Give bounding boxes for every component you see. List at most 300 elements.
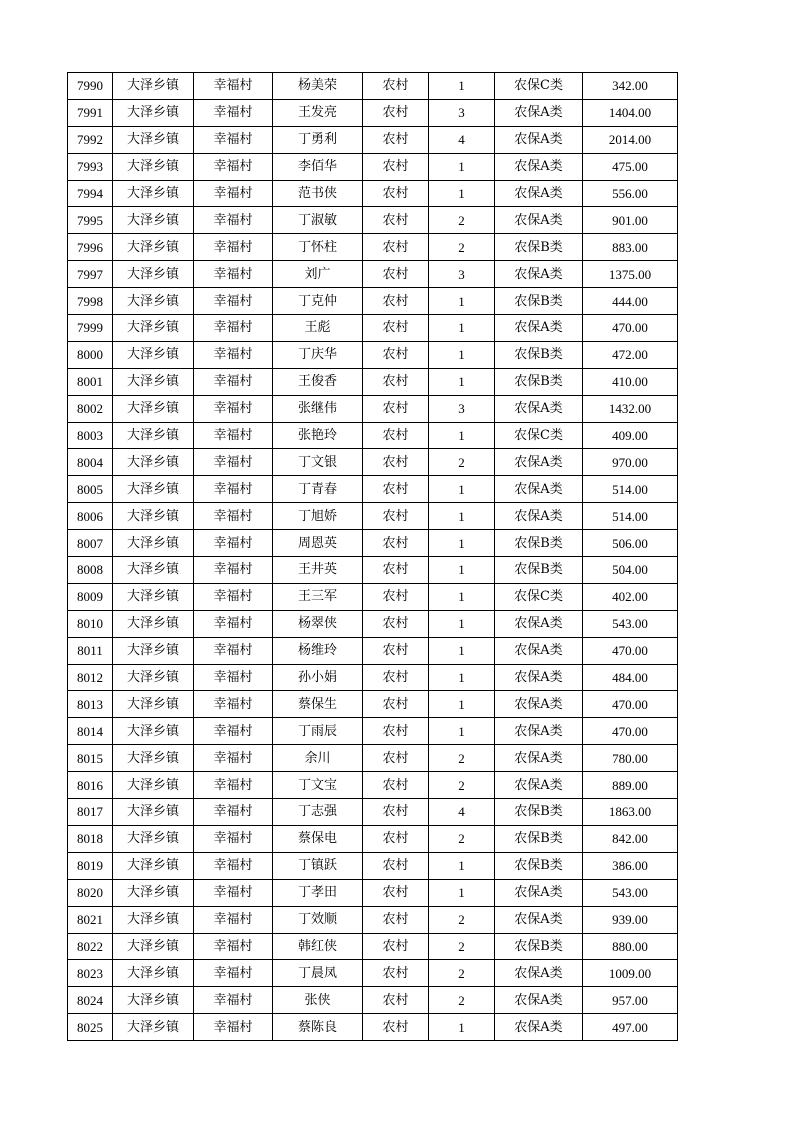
table-row [68, 583, 678, 610]
table-row [68, 1014, 678, 1041]
table-row [68, 933, 678, 960]
name-cell: 丁勇利 [273, 126, 363, 153]
village-cell: 幸福村 [194, 772, 273, 799]
area-type-cell: 农村 [363, 315, 429, 342]
village-cell: 幸福村 [194, 987, 273, 1014]
amount-cell: 556.00 [583, 180, 678, 207]
household-count-cell: 1 [429, 476, 495, 503]
township-cell: 大泽乡镇 [113, 852, 194, 879]
household-count-cell: 1 [429, 610, 495, 637]
table-row [68, 315, 678, 342]
household-count-cell: 2 [429, 207, 495, 234]
insurance-category-cell: 农保C类 [495, 73, 583, 100]
household-count-cell: 2 [429, 987, 495, 1014]
insurance-category-cell: 农保B类 [495, 234, 583, 261]
township-cell: 大泽乡镇 [113, 664, 194, 691]
insurance-category-cell: 农保A类 [495, 207, 583, 234]
area-type-cell: 农村 [363, 772, 429, 799]
amount-cell: 842.00 [583, 825, 678, 852]
amount-cell: 970.00 [583, 449, 678, 476]
township-cell: 大泽乡镇 [113, 315, 194, 342]
amount-cell: 470.00 [583, 718, 678, 745]
insurance-category-cell: 农保A类 [495, 610, 583, 637]
township-cell: 大泽乡镇 [113, 825, 194, 852]
table-row [68, 207, 678, 234]
township-cell: 大泽乡镇 [113, 261, 194, 288]
area-type-cell: 农村 [363, 718, 429, 745]
row-number-cell: 8014 [68, 718, 113, 745]
insurance-category-cell: 农保A类 [495, 1014, 583, 1041]
insurance-category-cell: 农保A类 [495, 718, 583, 745]
name-cell: 王三军 [273, 583, 363, 610]
township-cell: 大泽乡镇 [113, 530, 194, 557]
area-type-cell: 农村 [363, 691, 429, 718]
village-cell: 幸福村 [194, 234, 273, 261]
township-cell: 大泽乡镇 [113, 583, 194, 610]
amount-cell: 342.00 [583, 73, 678, 100]
amount-cell: 2014.00 [583, 126, 678, 153]
township-cell: 大泽乡镇 [113, 718, 194, 745]
table-row [68, 395, 678, 422]
insurance-category-cell: 农保A类 [495, 772, 583, 799]
amount-cell: 901.00 [583, 207, 678, 234]
insurance-category-cell: 农保B类 [495, 852, 583, 879]
name-cell: 王俊香 [273, 368, 363, 395]
name-cell: 杨翠侠 [273, 610, 363, 637]
amount-cell: 889.00 [583, 772, 678, 799]
township-cell: 大泽乡镇 [113, 126, 194, 153]
table-row [68, 288, 678, 315]
amount-cell: 410.00 [583, 368, 678, 395]
township-cell: 大泽乡镇 [113, 879, 194, 906]
row-number-cell: 8012 [68, 664, 113, 691]
row-number-cell: 8003 [68, 422, 113, 449]
insurance-category-cell: 农保C类 [495, 583, 583, 610]
village-cell: 幸福村 [194, 906, 273, 933]
insurance-category-cell: 农保A类 [495, 987, 583, 1014]
name-cell: 丁晨凤 [273, 960, 363, 987]
insurance-category-cell: 农保B类 [495, 933, 583, 960]
township-cell: 大泽乡镇 [113, 449, 194, 476]
household-count-cell: 1 [429, 530, 495, 557]
village-cell: 幸福村 [194, 583, 273, 610]
area-type-cell: 农村 [363, 422, 429, 449]
household-count-cell: 1 [429, 315, 495, 342]
name-cell: 丁怀柱 [273, 234, 363, 261]
village-cell: 幸福村 [194, 879, 273, 906]
village-cell: 幸福村 [194, 745, 273, 772]
row-number-cell: 8019 [68, 852, 113, 879]
village-cell: 幸福村 [194, 852, 273, 879]
amount-cell: 514.00 [583, 503, 678, 530]
table-row [68, 879, 678, 906]
household-count-cell: 1 [429, 852, 495, 879]
area-type-cell: 农村 [363, 207, 429, 234]
household-count-cell: 1 [429, 691, 495, 718]
village-cell: 幸福村 [194, 825, 273, 852]
township-cell: 大泽乡镇 [113, 933, 194, 960]
table-row [68, 180, 678, 207]
insurance-category-cell: 农保A类 [495, 395, 583, 422]
insurance-category-cell: 农保A类 [495, 637, 583, 664]
insurance-category-cell: 农保A类 [495, 126, 583, 153]
amount-cell: 1009.00 [583, 960, 678, 987]
row-number-cell: 8009 [68, 583, 113, 610]
household-count-cell: 2 [429, 449, 495, 476]
name-cell: 孙小娟 [273, 664, 363, 691]
insurance-category-cell: 农保A类 [495, 691, 583, 718]
amount-cell: 1404.00 [583, 99, 678, 126]
insurance-category-cell: 农保A类 [495, 476, 583, 503]
row-number-cell: 8013 [68, 691, 113, 718]
amount-cell: 1432.00 [583, 395, 678, 422]
household-count-cell: 1 [429, 664, 495, 691]
township-cell: 大泽乡镇 [113, 503, 194, 530]
amount-cell: 880.00 [583, 933, 678, 960]
row-number-cell: 7990 [68, 73, 113, 100]
insurance-category-cell: 农保A类 [495, 315, 583, 342]
area-type-cell: 农村 [363, 879, 429, 906]
amount-cell: 409.00 [583, 422, 678, 449]
area-type-cell: 农村 [363, 180, 429, 207]
row-number-cell: 8015 [68, 745, 113, 772]
household-count-cell: 1 [429, 718, 495, 745]
name-cell: 丁克仲 [273, 288, 363, 315]
row-number-cell: 8005 [68, 476, 113, 503]
area-type-cell: 农村 [363, 234, 429, 261]
name-cell: 余川 [273, 745, 363, 772]
row-number-cell: 7995 [68, 207, 113, 234]
table-row [68, 476, 678, 503]
area-type-cell: 农村 [363, 449, 429, 476]
village-cell: 幸福村 [194, 422, 273, 449]
area-type-cell: 农村 [363, 745, 429, 772]
area-type-cell: 农村 [363, 557, 429, 584]
row-number-cell: 8017 [68, 799, 113, 826]
row-number-cell: 8016 [68, 772, 113, 799]
area-type-cell: 农村 [363, 583, 429, 610]
name-cell: 张艳玲 [273, 422, 363, 449]
village-cell: 幸福村 [194, 476, 273, 503]
row-number-cell: 7994 [68, 180, 113, 207]
village-cell: 幸福村 [194, 503, 273, 530]
area-type-cell: 农村 [363, 530, 429, 557]
name-cell: 张继伟 [273, 395, 363, 422]
area-type-cell: 农村 [363, 126, 429, 153]
village-cell: 幸福村 [194, 180, 273, 207]
township-cell: 大泽乡镇 [113, 960, 194, 987]
amount-cell: 543.00 [583, 879, 678, 906]
village-cell: 幸福村 [194, 207, 273, 234]
row-number-cell: 7991 [68, 99, 113, 126]
name-cell: 蔡陈良 [273, 1014, 363, 1041]
name-cell: 范书侠 [273, 180, 363, 207]
area-type-cell: 农村 [363, 933, 429, 960]
row-number-cell: 7998 [68, 288, 113, 315]
township-cell: 大泽乡镇 [113, 772, 194, 799]
name-cell: 丁志强 [273, 799, 363, 826]
area-type-cell: 农村 [363, 825, 429, 852]
name-cell: 杨维玲 [273, 637, 363, 664]
village-cell: 幸福村 [194, 341, 273, 368]
insurance-category-cell: 农保B类 [495, 341, 583, 368]
village-cell: 幸福村 [194, 691, 273, 718]
table-body [68, 73, 678, 1041]
area-type-cell: 农村 [363, 503, 429, 530]
row-number-cell: 8018 [68, 825, 113, 852]
row-number-cell: 8024 [68, 987, 113, 1014]
household-count-cell: 2 [429, 906, 495, 933]
amount-cell: 883.00 [583, 234, 678, 261]
amount-cell: 543.00 [583, 610, 678, 637]
table-row [68, 126, 678, 153]
name-cell: 丁孝田 [273, 879, 363, 906]
table-row [68, 234, 678, 261]
table-row [68, 637, 678, 664]
area-type-cell: 农村 [363, 341, 429, 368]
amount-cell: 470.00 [583, 691, 678, 718]
household-count-cell: 1 [429, 503, 495, 530]
table-row [68, 341, 678, 368]
household-count-cell: 1 [429, 1014, 495, 1041]
name-cell: 王彪 [273, 315, 363, 342]
insurance-category-cell: 农保A类 [495, 449, 583, 476]
name-cell: 丁效顺 [273, 906, 363, 933]
table-row [68, 799, 678, 826]
name-cell: 李佰华 [273, 153, 363, 180]
table-row [68, 261, 678, 288]
household-count-cell: 1 [429, 422, 495, 449]
table-row [68, 745, 678, 772]
township-cell: 大泽乡镇 [113, 637, 194, 664]
name-cell: 杨美荣 [273, 73, 363, 100]
insurance-category-cell: 农保B类 [495, 288, 583, 315]
village-cell: 幸福村 [194, 261, 273, 288]
name-cell: 蔡保电 [273, 825, 363, 852]
township-cell: 大泽乡镇 [113, 422, 194, 449]
insurance-category-cell: 农保A类 [495, 153, 583, 180]
township-cell: 大泽乡镇 [113, 1014, 194, 1041]
name-cell: 丁淑敏 [273, 207, 363, 234]
household-count-cell: 4 [429, 799, 495, 826]
household-count-cell: 1 [429, 73, 495, 100]
table-row [68, 153, 678, 180]
area-type-cell: 农村 [363, 987, 429, 1014]
household-count-cell: 3 [429, 395, 495, 422]
amount-cell: 386.00 [583, 852, 678, 879]
amount-cell: 506.00 [583, 530, 678, 557]
name-cell: 蔡保生 [273, 691, 363, 718]
insurance-category-cell: 农保A类 [495, 503, 583, 530]
row-number-cell: 8006 [68, 503, 113, 530]
area-type-cell: 农村 [363, 153, 429, 180]
row-number-cell: 8001 [68, 368, 113, 395]
village-cell: 幸福村 [194, 126, 273, 153]
area-type-cell: 农村 [363, 637, 429, 664]
row-number-cell: 8002 [68, 395, 113, 422]
amount-cell: 939.00 [583, 906, 678, 933]
area-type-cell: 农村 [363, 906, 429, 933]
row-number-cell: 8022 [68, 933, 113, 960]
township-cell: 大泽乡镇 [113, 691, 194, 718]
table-row [68, 610, 678, 637]
village-cell: 幸福村 [194, 315, 273, 342]
household-count-cell: 2 [429, 960, 495, 987]
amount-cell: 470.00 [583, 315, 678, 342]
township-cell: 大泽乡镇 [113, 73, 194, 100]
row-number-cell: 8004 [68, 449, 113, 476]
household-count-cell: 2 [429, 234, 495, 261]
row-number-cell: 7999 [68, 315, 113, 342]
village-cell: 幸福村 [194, 960, 273, 987]
village-cell: 幸福村 [194, 73, 273, 100]
row-number-cell: 8011 [68, 637, 113, 664]
row-number-cell: 8000 [68, 341, 113, 368]
village-cell: 幸福村 [194, 718, 273, 745]
village-cell: 幸福村 [194, 664, 273, 691]
name-cell: 丁旭娇 [273, 503, 363, 530]
name-cell: 王井英 [273, 557, 363, 584]
area-type-cell: 农村 [363, 960, 429, 987]
table-row [68, 987, 678, 1014]
village-cell: 幸福村 [194, 530, 273, 557]
township-cell: 大泽乡镇 [113, 395, 194, 422]
table-row [68, 664, 678, 691]
name-cell: 丁镇跃 [273, 852, 363, 879]
household-count-cell: 1 [429, 557, 495, 584]
insurance-category-cell: 农保B类 [495, 799, 583, 826]
table-row [68, 852, 678, 879]
household-count-cell: 2 [429, 772, 495, 799]
insurance-category-cell: 农保A类 [495, 180, 583, 207]
township-cell: 大泽乡镇 [113, 987, 194, 1014]
row-number-cell: 8008 [68, 557, 113, 584]
table-row [68, 368, 678, 395]
household-count-cell: 4 [429, 126, 495, 153]
table-row [68, 825, 678, 852]
household-count-cell: 2 [429, 745, 495, 772]
amount-cell: 514.00 [583, 476, 678, 503]
table-row [68, 99, 678, 126]
row-number-cell: 7997 [68, 261, 113, 288]
table-row [68, 960, 678, 987]
row-number-cell: 8023 [68, 960, 113, 987]
village-cell: 幸福村 [194, 610, 273, 637]
village-cell: 幸福村 [194, 288, 273, 315]
household-count-cell: 2 [429, 933, 495, 960]
table-row [68, 772, 678, 799]
amount-cell: 484.00 [583, 664, 678, 691]
table-row [68, 530, 678, 557]
household-count-cell: 1 [429, 153, 495, 180]
table-row [68, 449, 678, 476]
household-count-cell: 1 [429, 637, 495, 664]
row-number-cell: 8025 [68, 1014, 113, 1041]
row-number-cell: 8021 [68, 906, 113, 933]
amount-cell: 1375.00 [583, 261, 678, 288]
area-type-cell: 农村 [363, 852, 429, 879]
insurance-category-cell: 农保B类 [495, 825, 583, 852]
township-cell: 大泽乡镇 [113, 234, 194, 261]
area-type-cell: 农村 [363, 99, 429, 126]
name-cell: 丁文银 [273, 449, 363, 476]
area-type-cell: 农村 [363, 395, 429, 422]
household-count-cell: 2 [429, 825, 495, 852]
name-cell: 韩红侠 [273, 933, 363, 960]
insurance-category-cell: 农保C类 [495, 422, 583, 449]
township-cell: 大泽乡镇 [113, 288, 194, 315]
amount-cell: 444.00 [583, 288, 678, 315]
village-cell: 幸福村 [194, 99, 273, 126]
village-cell: 幸福村 [194, 368, 273, 395]
row-number-cell: 8007 [68, 530, 113, 557]
village-cell: 幸福村 [194, 933, 273, 960]
name-cell: 丁青春 [273, 476, 363, 503]
township-cell: 大泽乡镇 [113, 99, 194, 126]
name-cell: 丁文宝 [273, 772, 363, 799]
insurance-category-cell: 农保A类 [495, 664, 583, 691]
area-type-cell: 农村 [363, 288, 429, 315]
name-cell: 周恩英 [273, 530, 363, 557]
township-cell: 大泽乡镇 [113, 153, 194, 180]
row-number-cell: 8010 [68, 610, 113, 637]
area-type-cell: 农村 [363, 261, 429, 288]
insurance-category-cell: 农保B类 [495, 368, 583, 395]
area-type-cell: 农村 [363, 1014, 429, 1041]
table-row [68, 422, 678, 449]
insurance-category-cell: 农保A类 [495, 906, 583, 933]
table-row [68, 73, 678, 100]
row-number-cell: 8020 [68, 879, 113, 906]
table-row [68, 691, 678, 718]
household-count-cell: 3 [429, 261, 495, 288]
row-number-cell: 7992 [68, 126, 113, 153]
area-type-cell: 农村 [363, 799, 429, 826]
village-cell: 幸福村 [194, 1014, 273, 1041]
area-type-cell: 农村 [363, 476, 429, 503]
household-count-cell: 1 [429, 288, 495, 315]
insurance-category-cell: 农保B类 [495, 530, 583, 557]
area-type-cell: 农村 [363, 368, 429, 395]
area-type-cell: 农村 [363, 610, 429, 637]
table-row [68, 557, 678, 584]
area-type-cell: 农村 [363, 73, 429, 100]
insurance-category-cell: 农保B类 [495, 557, 583, 584]
insurance-category-cell: 农保A类 [495, 960, 583, 987]
amount-cell: 497.00 [583, 1014, 678, 1041]
table-row [68, 503, 678, 530]
village-cell: 幸福村 [194, 637, 273, 664]
insurance-category-cell: 农保A类 [495, 745, 583, 772]
insurance-category-cell: 农保A类 [495, 99, 583, 126]
name-cell: 张侠 [273, 987, 363, 1014]
table-row [68, 718, 678, 745]
household-count-cell: 1 [429, 180, 495, 207]
amount-cell: 402.00 [583, 583, 678, 610]
amount-cell: 504.00 [583, 557, 678, 584]
name-cell: 丁雨辰 [273, 718, 363, 745]
row-number-cell: 7993 [68, 153, 113, 180]
household-count-cell: 1 [429, 583, 495, 610]
table-row [68, 906, 678, 933]
village-cell: 幸福村 [194, 799, 273, 826]
township-cell: 大泽乡镇 [113, 368, 194, 395]
amount-cell: 475.00 [583, 153, 678, 180]
township-cell: 大泽乡镇 [113, 745, 194, 772]
township-cell: 大泽乡镇 [113, 180, 194, 207]
amount-cell: 472.00 [583, 341, 678, 368]
insurance-category-cell: 农保A类 [495, 879, 583, 906]
